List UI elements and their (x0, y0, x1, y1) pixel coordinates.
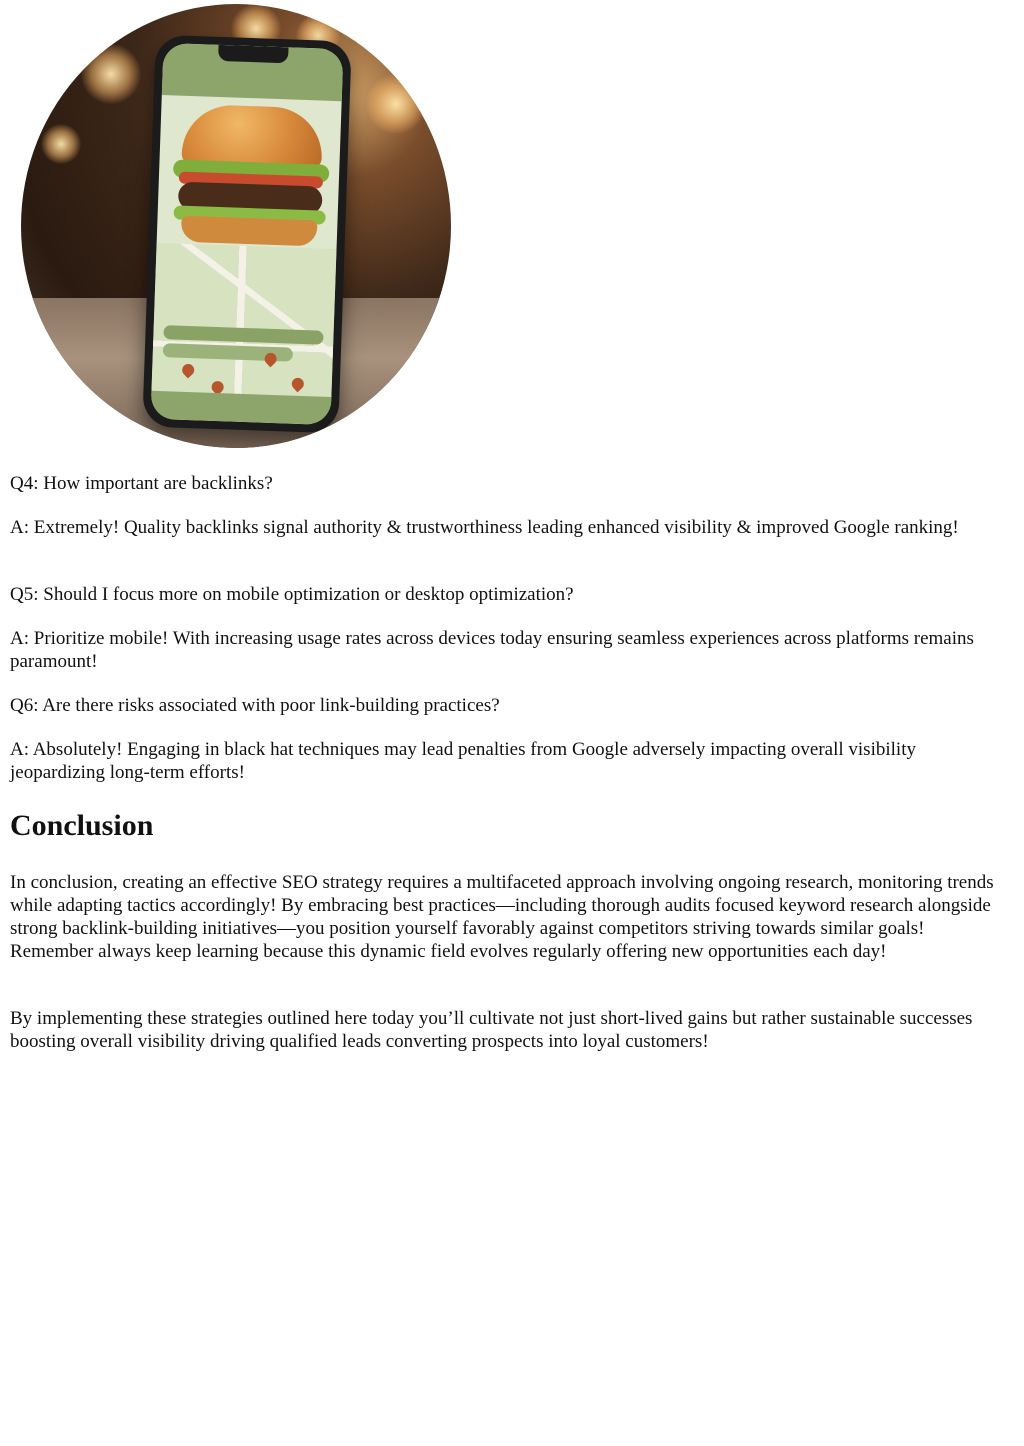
faq-question: Q5: Should I focus more on mobile optimization or desktop optimization? (10, 584, 574, 605)
bokeh-light (366, 74, 426, 134)
conclusion-paragraph: In conclusion, creating an effective SEO strategy requires a multifaceted approach involving ongoing research, monitoring trends while adapting tactics accordingly! By embracing best practices—including thorough audits focused keyword research alongside strong backlink-building initiatives—you position yourself favorably against competitors striving towards similar goals! Remember always keep learning because this dynamic field evolves regularly offering new opportunities each day! (10, 872, 994, 962)
burger-bun-top (181, 104, 323, 169)
article-hero-image (21, 4, 451, 448)
burger-bun-bottom (181, 216, 318, 247)
faq-question: Q6: Are there risks associated with poor link-building practices? (10, 695, 500, 716)
phone-notch (218, 45, 289, 63)
bokeh-light (81, 44, 141, 104)
faq-answer: A: Absolutely! Engaging in black hat techniques may lead penalties from Google adversely impacting overall visibility jeopardizing long-term efforts! (10, 739, 916, 783)
section-heading: Conclusion (10, 809, 154, 842)
conclusion-paragraph: By implementing these strategies outlined here today you’ll cultivate not just short-lived gains but rather sustainable successes boosting overall visibility driving qualified leads converting prospects into loyal customers! (10, 1008, 973, 1052)
bokeh-light (41, 124, 81, 164)
phone-screen (150, 43, 343, 425)
faq-answer: A: Prioritize mobile! With increasing usage rates across devices today ensuring seamless experiences across platforms remains paramount! (10, 628, 974, 672)
burger-icon (166, 103, 335, 269)
faq-question: Q4: How important are backlinks? (10, 473, 273, 494)
app-bottom-bar (150, 391, 331, 425)
faq-answer: A: Extremely! Quality backlinks signal authority & trustworthiness leading enhanced visibility & improved Google ranking! (10, 517, 959, 538)
phone-mockup (142, 35, 352, 434)
